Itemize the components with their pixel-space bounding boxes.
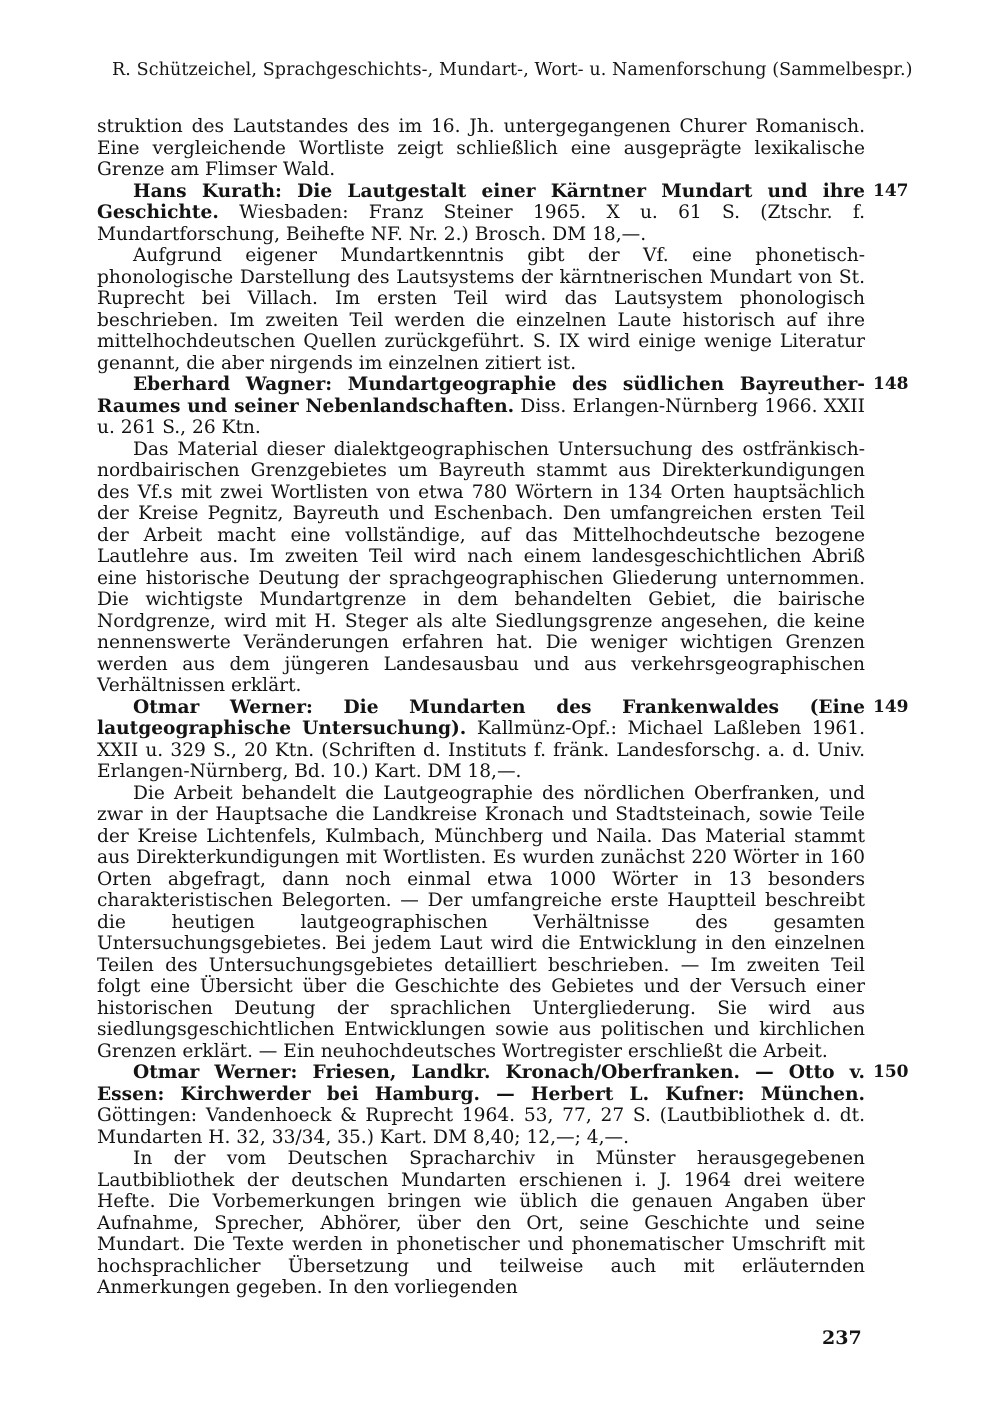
entry-author-title: Otmar Werner: Friesen, Landkr. Kronach/Oberfranken. — Otto v. Essen: Kirchwerder bei Hamburg. — Herbert L. Kufner: München. xyxy=(97,1062,865,1105)
entry-author-title: Eberhard Wagner: Mundartgeographie des südlichen Bayreuther-Raumes und seiner Nebenlandschaften. xyxy=(97,374,865,417)
entry-number: 150 xyxy=(873,1062,909,1082)
bibliographic-entry-148 xyxy=(97,374,909,439)
entry-number: 147 xyxy=(873,180,909,201)
review-paragraph: Das Material dieser dialektgeographischen Untersuchung des ostfränkisch-nordbairischen Grenzgebietes um Bayreuth stammt aus Direkterkundigungen des Vf.s mit zwei Wortlisten von etwa 780 Wörtern in 134 Orten hauptsächlich der Kreise Pegnitz, Bayreuth und Eschenbach. Den umfangreichen ersten Teil der Arbeit macht eine vollständige, auf das Mittelhochdeutsche bezogene Lautlehre aus. Im zweiten Teil wird nach einem landesgeschichtlichen Abriß eine historische Deutung der sprachgeographischen Gliederung unternommen. Die wichtigste Mundartgrenze in dem behandelten Gebiet, die bairische Nordgrenze, wird mit H. Steger als alte Siedlungsgrenze angesehen, die keine nennenswerte Veränderungen erfahren hat. Die weniger wichtigen Grenzen werden aus dem jüngeren Landesausbau und aus verkehrsgeographischen Verhältnissen erklärt. xyxy=(97,438,865,696)
review-paragraph: Die Arbeit behandelt die Lautgeographie des nördlichen Oberfranken, und zwar in der Hauptsache die Landkreise Kronach und Stadtsteinach, sowie Teile der Kreise Lichtenfels, Kulmbach, Münchberg und Naila. Das Material stammt aus Direkterkundigungen mit Wortlisten. Es wurden zunächst 220 Wörter in 160 Orten abgefragt, dann noch einmal etwa 1000 Wörter in 13 besonders charakteristischen Belegorten. — Der umfangreiche erste Hauptteil beschreibt die heutigen lautgeographischen Verhältnisse des gesamten Untersuchungsgebietes. Bei jedem Laut wird die Entwicklung in den einzelnen Teilen des Untersuchungsgebietes detailliert beschrieben. — Im zweiten Teil folgt eine Übersicht über die Geschichte des Gebietes und der Versuch einer historischen Deutung der sprachlichen Untergliederung. Sie wird aus siedlungsgeschichtlichen Entwicklungen sowie aus politischen und kirchlichen Grenzen erklärt. — Ein neuhochdeutsches Wortregister erschließt die Arbeit. xyxy=(97,782,865,1062)
running-head: R. Schützeichel, Sprachgeschichts-, Mundart-, Wort- u. Namenforschung (Sammelbespr.) xyxy=(112,60,913,80)
review-paragraph: Aufgrund eigener Mundartkenntnis gibt der Vf. eine phonetisch-phonologische Darstellung des Lautsystems der kärntnerischen Mundart von St. Ruprecht bei Villach. Im ersten Teil wird das Lautsystem phonologisch beschrieben. Im zweiten Teil werden die einzelnen Laute historisch auf ihre mittelhochdeutschen Quellen zurückgeführt. S. IX wird einige wenige Literatur genannt, die aber nirgends im einzelnen zitiert ist. xyxy=(97,245,865,374)
entry-number: 148 xyxy=(873,374,909,394)
entry-details: Kallmünz-Opf.: Michael Laßleben 1961. XXII u. 329 S., 20 Ktn. (Schriften d. Instituts f. fränk. Landesforschg. a. d. Univ. Erlangen-Nürnberg, Bd. 10.) Kart. DM 18,—. xyxy=(97,718,865,782)
entry-details: Wiesbaden: Franz Steiner 1965. X u. 61 S. (Ztschr. f. Mundartforschung, Beihefte NF. Nr. 2.) Brosch. DM 18,—. xyxy=(97,202,865,245)
bibliographic-entry-149 xyxy=(97,696,909,783)
entry-author-title: Otmar Werner: Die Mundarten des Frankenwaldes (Eine lautgeographische Untersuchung). xyxy=(97,696,865,739)
paragraph-continuation: struktion des Lautstandes des im 16. Jh. untergegangenen Churer Romanisch. Eine vergleichende Wortliste zeigt schließlich eine ausgeprägte lexikalische Grenze am Flimser Wald. xyxy=(97,116,865,180)
bibliographic-entry-147 xyxy=(97,180,909,246)
page-number: 237 xyxy=(822,1327,862,1349)
entry-number: 149 xyxy=(873,696,909,717)
body-text xyxy=(97,116,909,1299)
entry-author-title: Hans Kurath: Die Lautgestalt einer Kärntner Mundart und ihre Geschichte. xyxy=(97,180,865,223)
entry-details: Diss. Erlangen-Nürnberg 1966. XXII u. 261 S., 26 Ktn. xyxy=(97,395,865,438)
entry-details: Göttingen: Vandenhoeck & Ruprecht 1964. 53, 77, 27 S. (Lautbibliothek d. dt. Mundarten H. 32, 33/34, 35.) Kart. DM 8,40; 12,—; 4,—. xyxy=(97,1105,865,1148)
review-paragraph: In der vom Deutschen Spracharchiv in Münster herausgegebenen Lautbibliothek der deutschen Mundarten erschienen i. J. 1964 drei weitere Hefte. Die Vorbemerkungen bringen wie üblich die genauen Angaben über Aufnahme, Sprecher, Abhörer, über den Ort, seine Geschichte und seine Mundart. Die Texte werden in phonetischer und phonematischer Umschrift mit hochsprachlicher Übersetzung und teilweise auch mit erläuternden Anmerkungen gegeben. In den vorliegenden xyxy=(97,1148,865,1298)
bibliographic-entry-150 xyxy=(97,1062,909,1148)
